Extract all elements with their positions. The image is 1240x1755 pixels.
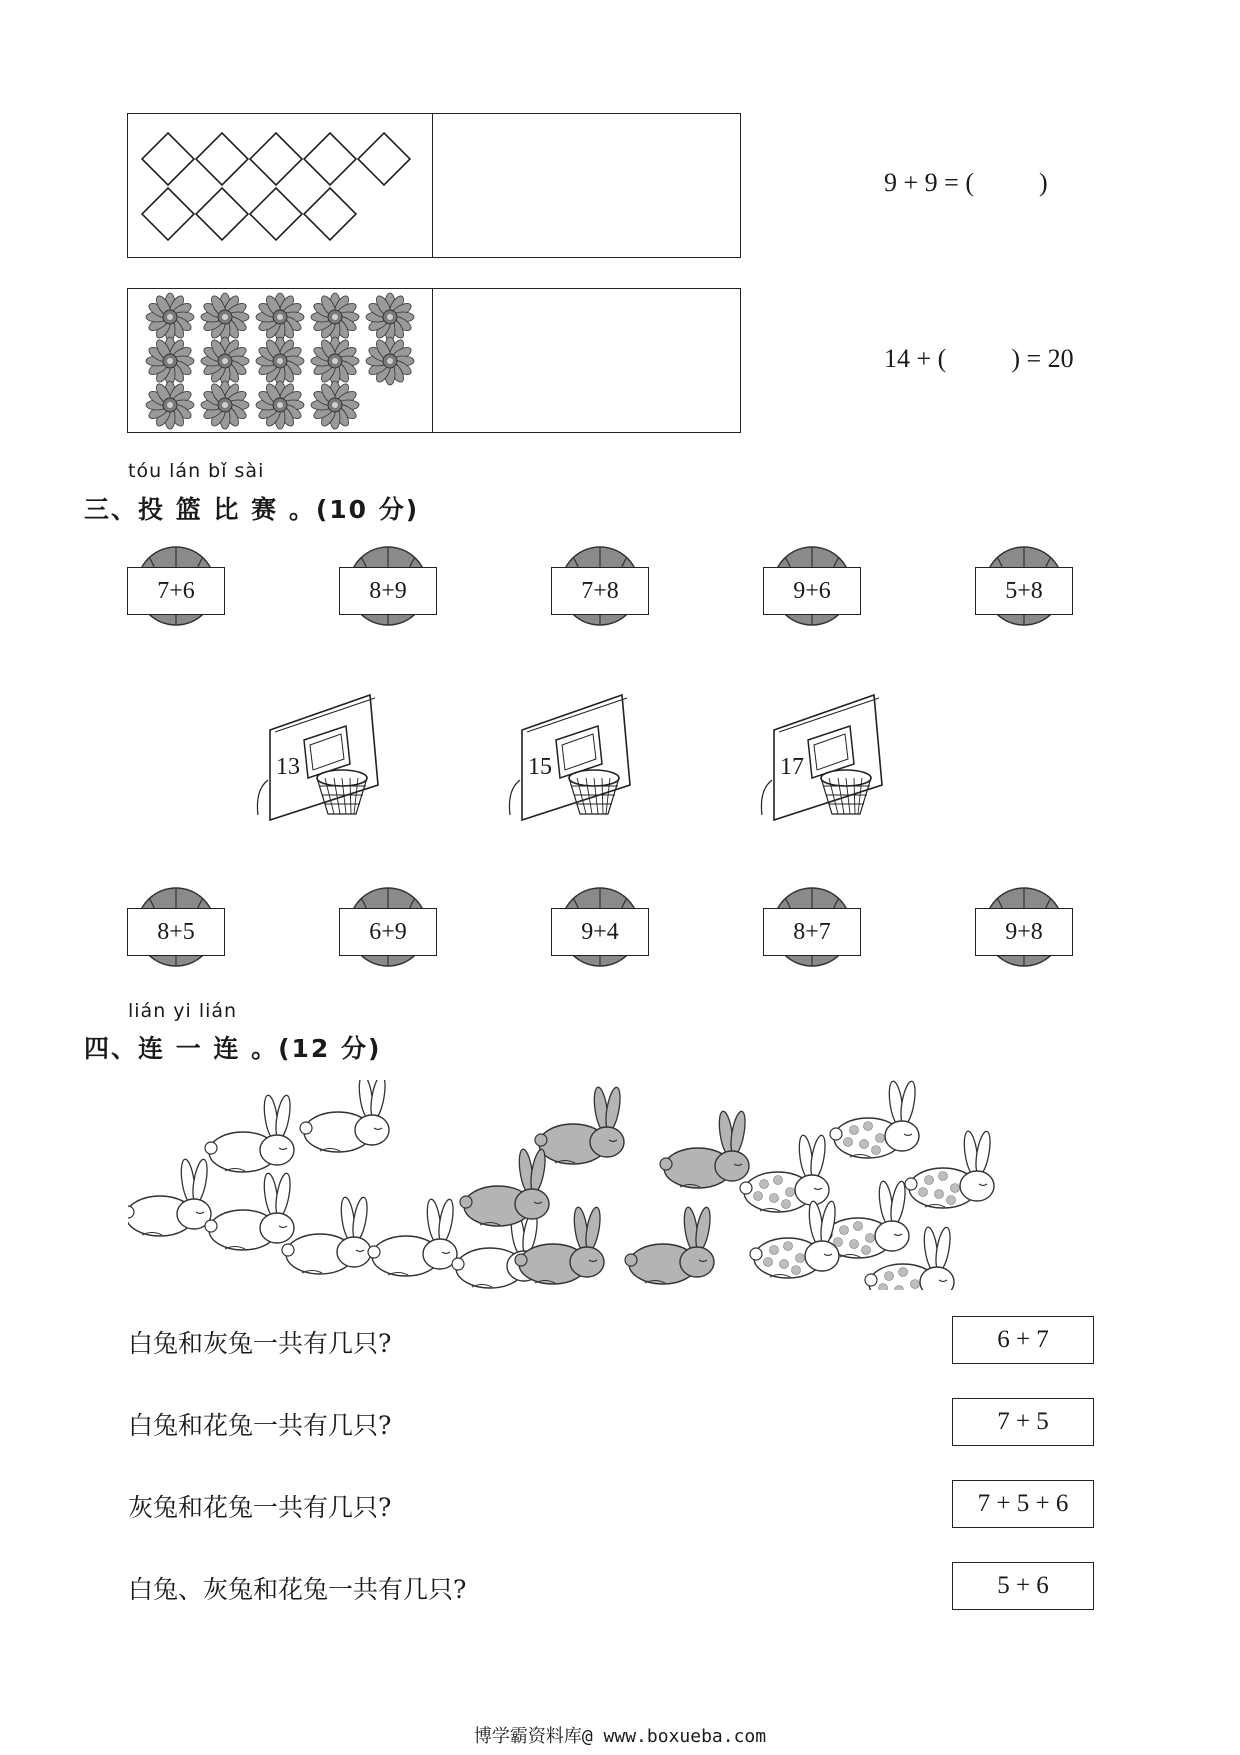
diamond-icon — [304, 133, 356, 185]
ball-label: 9+6 — [763, 567, 861, 615]
white-rabbit-icon — [205, 1172, 294, 1250]
flower-group — [128, 289, 428, 432]
box-divider — [432, 289, 433, 432]
flower-icon — [146, 381, 194, 429]
gray-rabbit-icon — [460, 1148, 549, 1226]
spotted-rabbit-icon — [740, 1134, 829, 1212]
hoop-2[interactable] — [502, 690, 702, 840]
section4-title: 四、连 一 连 。(12 分) — [84, 1034, 382, 1063]
bottom-ball-1[interactable] — [127, 886, 225, 966]
flower-icon — [256, 337, 304, 385]
ball-label: 8+5 — [127, 908, 225, 956]
flower-count-box — [127, 288, 741, 433]
flower-icon — [146, 293, 194, 341]
top-ball-1[interactable] — [127, 545, 225, 625]
rabbit-illustration — [128, 1080, 1108, 1290]
bottom-ball-2[interactable] — [339, 886, 437, 966]
flower-icon — [146, 337, 194, 385]
ball-label: 7+6 — [127, 567, 225, 615]
bottom-ball-3[interactable] — [551, 886, 649, 966]
diamond-count-box — [127, 113, 741, 258]
top-ball-5[interactable] — [975, 545, 1073, 625]
spotted-rabbit-icon — [750, 1200, 839, 1278]
flower-icon — [311, 337, 359, 385]
white-rabbit-icon — [368, 1198, 457, 1276]
ball-label: 5+8 — [975, 567, 1073, 615]
section4-pinyin: lián yi lián — [128, 1000, 238, 1022]
bottom-ball-4[interactable] — [763, 886, 861, 966]
hoop-number: 13 — [276, 754, 300, 780]
flower-icon — [311, 381, 359, 429]
ball-label: 7+8 — [551, 567, 649, 615]
gray-rabbit-icon — [535, 1086, 624, 1164]
diamond-icon — [250, 133, 302, 185]
top-ball-2[interactable] — [339, 545, 437, 625]
diamond-icon — [196, 133, 248, 185]
flower-icon — [201, 337, 249, 385]
hoop-number: 17 — [780, 754, 804, 780]
white-rabbit-icon — [205, 1094, 294, 1172]
question-1: 白兔和灰兔一共有几只? — [128, 1329, 392, 1358]
answer-area[interactable] — [434, 289, 740, 432]
answer-box-1[interactable]: 6 + 7 — [952, 1316, 1094, 1364]
question-2: 白兔和花兔一共有几只? — [128, 1411, 392, 1440]
diamond-icon — [196, 188, 248, 240]
ball-label: 6+9 — [339, 908, 437, 956]
gray-rabbit-icon — [660, 1110, 749, 1188]
section3-title: 三、投 篮 比 赛 。(10 分) — [84, 495, 420, 524]
ball-label: 9+8 — [975, 908, 1073, 956]
white-rabbit-icon — [300, 1080, 389, 1152]
top-ball-3[interactable] — [551, 545, 649, 625]
question-4: 白兔、灰兔和花兔一共有几只? — [128, 1575, 467, 1604]
diamond-group — [128, 114, 428, 257]
white-rabbit-icon — [282, 1196, 371, 1274]
answer-box-4[interactable]: 5 + 6 — [952, 1562, 1094, 1610]
flower-icon — [366, 337, 414, 385]
equation-2: 14 + ( ) = 20 — [884, 344, 1074, 373]
diamond-icon — [358, 133, 410, 185]
ball-label: 9+4 — [551, 908, 649, 956]
hoop-1[interactable] — [250, 690, 450, 840]
hoop-number: 15 — [528, 754, 552, 780]
answer-box-2[interactable]: 7 + 5 — [952, 1398, 1094, 1446]
question-3: 灰兔和花兔一共有几只? — [128, 1493, 392, 1522]
answer-box-3[interactable]: 7 + 5 + 6 — [952, 1480, 1094, 1528]
white-rabbit-icon — [128, 1158, 211, 1236]
gray-rabbit-icon — [625, 1206, 714, 1284]
top-ball-4[interactable] — [763, 545, 861, 625]
bottom-ball-5[interactable] — [975, 886, 1073, 966]
flower-icon — [201, 381, 249, 429]
ball-label: 8+9 — [339, 567, 437, 615]
diamond-icon — [304, 188, 356, 240]
diamond-icon — [250, 188, 302, 240]
footer-watermark: 博学霸资料库@ www.boxueba.com — [473, 1726, 767, 1747]
spotted-rabbit-icon — [830, 1080, 919, 1158]
answer-area[interactable] — [434, 114, 740, 257]
equation-1: 9 + 9 = ( ) — [884, 168, 1048, 197]
section3-pinyin: tóu lán bǐ sài — [128, 460, 265, 482]
hoop-3[interactable] — [754, 690, 954, 840]
diamond-icon — [142, 133, 194, 185]
diamond-icon — [142, 188, 194, 240]
flower-icon — [201, 293, 249, 341]
flower-icon — [366, 293, 414, 341]
flower-icon — [311, 293, 359, 341]
flower-icon — [256, 293, 304, 341]
box-divider — [432, 114, 433, 257]
flower-icon — [256, 381, 304, 429]
ball-label: 8+7 — [763, 908, 861, 956]
